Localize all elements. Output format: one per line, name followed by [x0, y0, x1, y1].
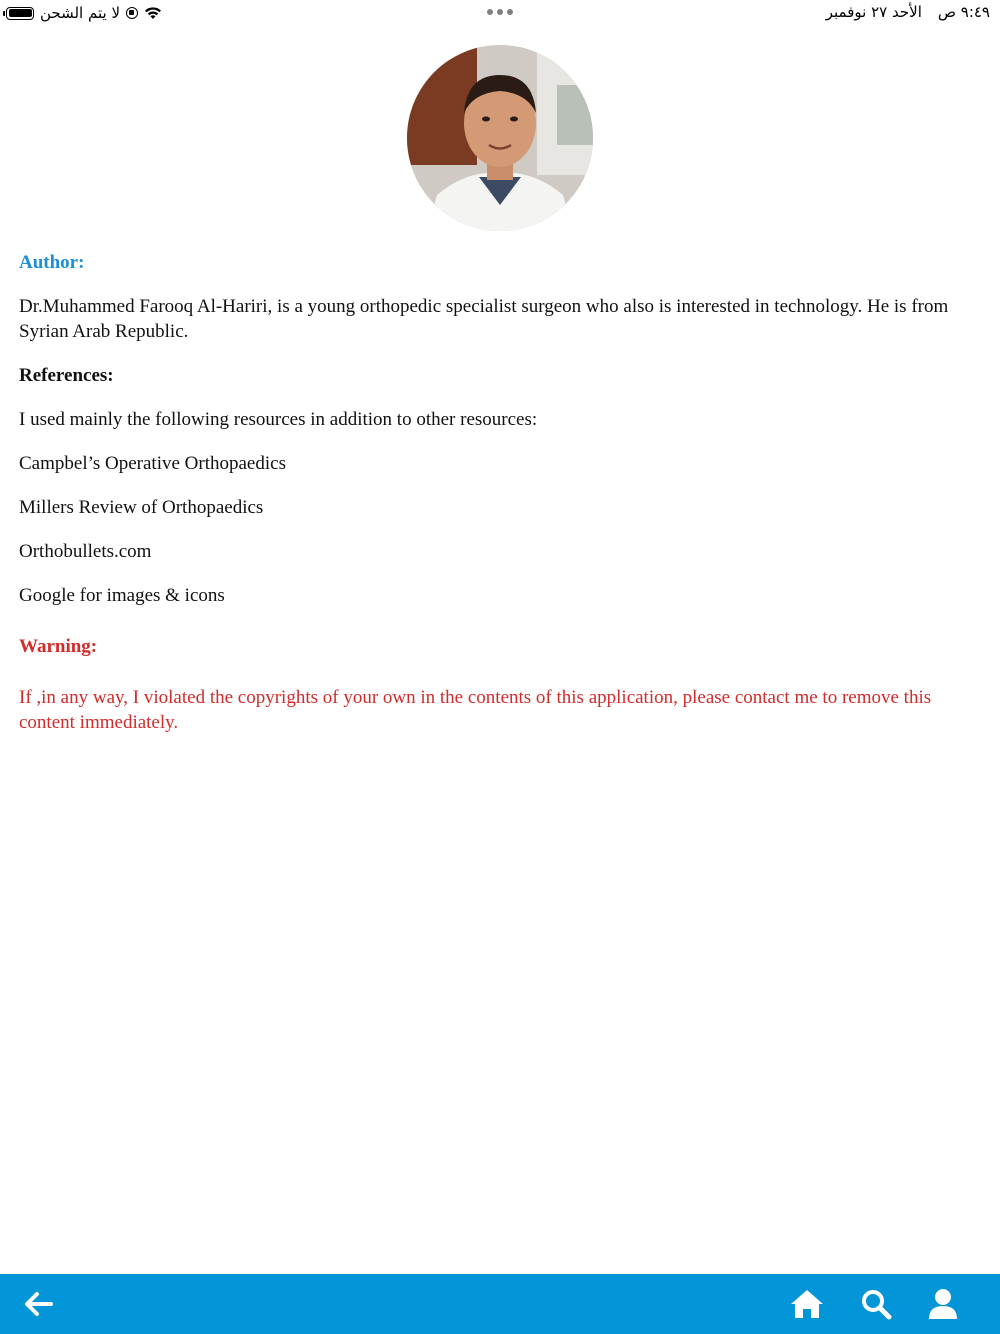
- search-icon: [860, 1288, 892, 1320]
- reference-item: Campbel’s Operative Orthopaedics: [19, 453, 286, 474]
- reference-item: Google for images & icons: [19, 585, 225, 606]
- back-arrow-icon: [23, 1291, 53, 1317]
- user-icon: [928, 1288, 958, 1320]
- about-content: [19, 248, 979, 735]
- home-button[interactable]: [789, 1286, 825, 1322]
- warning-text: If ,in any way, I violated the copyrights of your own in the contents of this application, please contact me to remove this content immediately.: [19, 687, 932, 733]
- warning-heading: Warning:: [19, 636, 98, 657]
- references-heading: References:: [19, 365, 114, 386]
- status-bar: [0, 0, 1000, 26]
- author-heading: Author:: [19, 252, 85, 273]
- references-intro: I used mainly the following resources in addition to other resources:: [19, 409, 538, 430]
- author-avatar: [407, 45, 593, 231]
- status-time: ٩:٤٩ ص: [937, 3, 990, 21]
- bottom-toolbar: [0, 1274, 1000, 1334]
- reference-item: Orthobullets.com: [19, 541, 152, 562]
- wifi-icon: [144, 6, 162, 20]
- charging-status: لا يتم الشحن: [40, 4, 120, 22]
- reference-item: Millers Review of Orthopaedics: [19, 497, 264, 518]
- search-button[interactable]: [858, 1286, 894, 1322]
- status-right: [826, 3, 990, 21]
- status-left: [6, 3, 162, 23]
- profile-button[interactable]: [925, 1286, 961, 1322]
- orientation-lock-icon: [126, 7, 138, 19]
- home-icon: [789, 1288, 825, 1320]
- battery-icon: [6, 7, 34, 20]
- author-bio: Dr.Muhammed Farooq Al-Hariri, is a young orthopedic specialist surgeon who also is interested in technology. He is from Syrian Arab Republic.: [19, 296, 949, 342]
- status-date: الأحد ٢٧ نوفمبر: [825, 3, 922, 21]
- back-button[interactable]: [20, 1286, 56, 1322]
- multitasking-dots[interactable]: [487, 9, 513, 15]
